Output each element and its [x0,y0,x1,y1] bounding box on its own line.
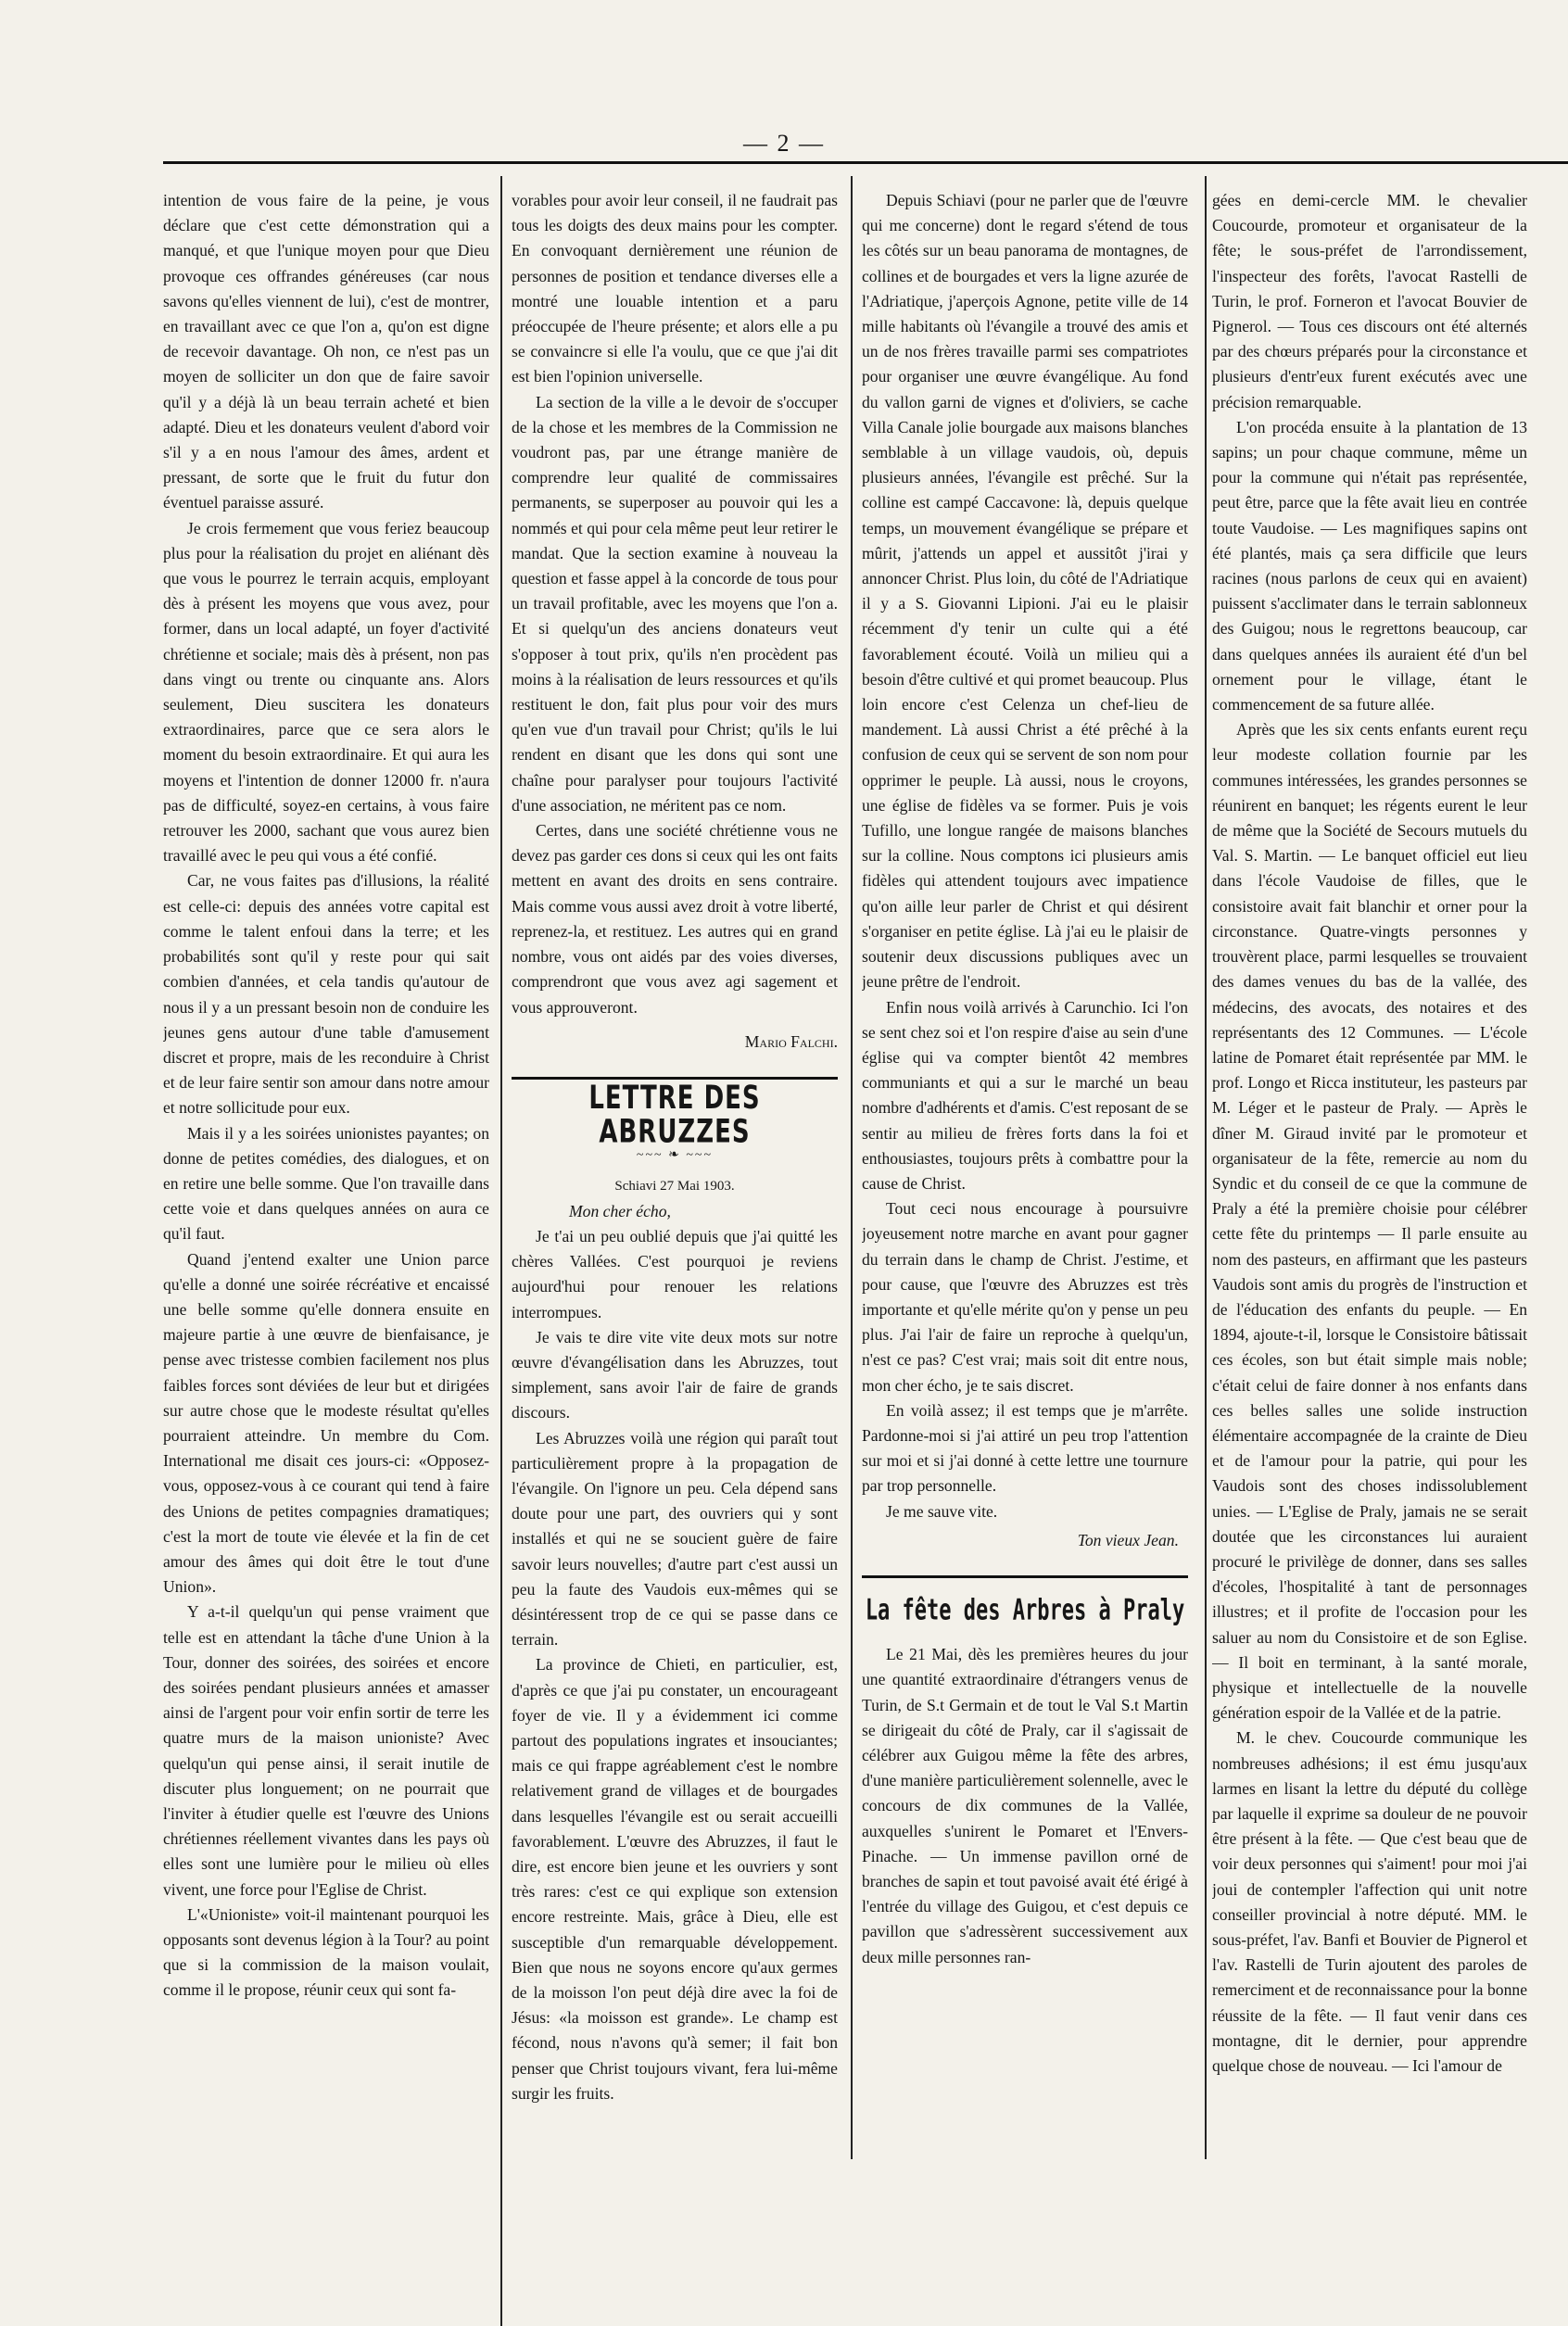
paragraph: vorables pour avoir leur conseil, il ne faudrait pas tous les doigts des deux mains pour les compter. En convoquant dernièrement une réunion de personnes de position et tendance diverses elle a montré une louable intention et a paru préoccupée de l'heure présente; et alors elle a pu se convaincre si elle l'a voulu, que ce que j'ai dit est bien l'opinion universelle. [512,191,838,386]
paragraph: Je crois fermement que vous feriez beaucoup plus pour la réalisation du projet en aliénant dès que vous le pourrez le terrain acquis, employant dès à présent les moyens que vous avez, pour former, dans un local adapté, un foyer d'activité chrétienne et sociale; mais dès à présent, non pas dans vingt ou trente ou cinquante ans. Alors seulement, Dieu suscitera les donateurs extraordinaires, parce que ce sera alors le moment du besoin extraordinaire. Et qui aura les moyens et l'intention de donner 12000 fr. n'aura pas de difficulté, soyez-en certains, à vous faire retrouver les 2000, sachant que vous aurez bien travaillé avec le peu qui vous a été confié. [163,518,489,866]
paragraph: Mais il y a les soirées unionistes payantes; on donne de petites comédies, des dialogues, et on en retire une belle somme. Que l'on travaille dans cette voie et dans quelques années on aura ce qu'il faut. [163,1123,489,1244]
header-rule [163,161,1568,164]
paragraph: Certes, dans une société chrétienne vous ne devez pas garder ces dons si ceux qui les ont faits mettent en avant des droits en sens contraire. Mais comme vous aussi avez droit à votre liberté, reprenez-la, et restituez. Les autres qui en grand nombre, vous ont aidés par des voies diverses, comprendront que vous avez agi sagement et vous approuveront. [512,821,838,1017]
paragraph: Enfin nous voilà arrivés à Carunchio. Ici l'on se sent chez soi et l'on respire d'aise au sein d'une église qui va compter bientôt 42 membres communiants et qui a sur le marché un beau nombre d'adhérents et d'amis. C'est reposant de se sentir au milieu de frères forts dans la foi et enthousiastes, toujours prêts à combattre pour la cause de Christ. [862,997,1188,1193]
column-3-paragraphs [862,188,1188,1524]
letter-signature: Ton vieux Jean. [1077,1530,1179,1549]
paragraph: Après que les six cents enfants eurent reçu leur modeste collation fournie par les communes intéressées, les grandes personnes se réunirent en banquet; les régents eurent le leur de même que la Société de Secours mutuels du Val. S. Martin. — Le banquet officiel eut lieu dans l'école Vaudoise de filles, que le consistoire avait fait blanchir et orner pour la circonstance. Quatre-vingts personnes y trouvèrent place, parmi lesquelles se trouvaient des dames venues du bas de la vallée, des médecins, des avocats, des notaires et des représentants des 12 Communes. — L'école latine de Pomaret était représentée par MM. le prof. Longo et Ricca instituteur, les pasteurs par M. Léger et le pasteur de Praly. — Après le dîner M. Giraud invité par le promoteur et organisateur de la fête, remercie au nom du Syndic et du conseil de ce que la commune de Praly a été la première choisie pour célébrer cette fête du printemps — Il parle ensuite au nom des pasteurs, en affirmant que les pasteurs Vaudois sont amis du progrès de l'instruction et de l'éducation des enfants du peuple. — En 1894, ajoute-t-il, lorsque le Consistoire bâtissait ces écoles, son but était simple mais noble; c'était celui de faire donner à nos enfants dans ces belles salles une solide instruction élémentaire accompagnée de la crainte de Dieu et de l'amour pour la patrie, qui pour les Vaudois sont des choses indissolublement unies. — L'Eglise de Praly, jamais ne se serait doutée que les circonstances lui auraient procuré le privilège de donner, dans ses salles d'écoles, l'hospitalité à tant de personnages illustres; et il profite de l'occasion pour les saluer au nom du Consistoire et de son Eglise. — Il boit en terminant, à la santé morale, physique et intellectuelle de la nouvelle génération espoir de la Vallée et de la patrie. [1212,720,1527,1723]
column-divider [1205,176,1207,2159]
heading-rule [862,1575,1188,1578]
paragraph: L'on procéda ensuite à la plantation de 13 sapins; un pour chaque commune, même un pour la commune qui n'était pas représentée, peut être, parce que la fête avait lieu en contrée toute Vaudoise. — Les magnifiques sapins ont été plantés, mais ça sera difficile que leurs racines (nous parlons de ceux qui en avaient) puissent s'acclimater dans le terrain sablonneux des Guigou; nous le regrettons beaucoup, car dans quelques années ils auraient été d'un bel ornement pour le village, étant le commencement de sa future allée. [1212,417,1527,714]
column-3-article-paragraphs [862,1642,1188,1970]
column-4 [1212,188,1527,2171]
paragraph: L'«Unioniste» voit-il maintenant pourquoi les opposants sont devenus légion à la Tour? au point que si la commission de la maison voulait, comme il le propose, réunir ceux qui sont fa- [163,1904,489,2000]
column-divider [500,176,502,2326]
paragraph: Le 21 Mai, dès les premières heures du jour une quantité extraordinaire d'étrangers venus de Turin, de S.t Germain et de tout le Val S.t Martin se dirigeait du côté de Praly, car il s'agissait de célébrer aux Guigou même la fête des arbres, d'une manière particulièrement solennelle, avec le concours de dix communes de la Vallée, auxquelles s'unirent le Pomaret et l'Envers-Pinache. — Un immense pavillon orné de branches de sapin et tout pavoisé avait été érigé à l'entrée du village des Guigou, et c'est depuis ce pavillon que s'adressèrent successivement aux deux mille personnes ran- [862,1645,1188,1966]
paragraph: La province de Chieti, en particulier, est, d'après ce que j'ai pu constater, un encourageant foyer de vie. Il y a évidemment ici comme partout des populations ingrates et insouciantes; mais ce qui frappe agréablement c'est le nombre relativement grand de villages et de bourgades dans lesquelles l'évangile est ou serait accueilli favorablement. L'œuvre des Abruzzes, il faut le dire, est encore bien jeune et les ouvriers y sont très rares: c'est ce qui explique son extension encore restreinte. Mais, grâce à Dieu, elle est susceptible d'un remarquable développement. Bien que nous ne soyons encore qu'aux germes de la moisson l'on peut déjà dire avec la foi de Jésus: «la moisson est grande». Le champ est fécond, nous n'avons qu'à semer; il fait bon penser que Christ toujours vivant, fera lui-même surgir les fruits. [512,1655,838,2103]
paragraph: Je me sauve vite. [886,1501,998,1521]
paragraph: Car, ne vous faites pas d'illusions, la réalité est celle-ci: depuis des années votre capital est comme le talent enfoui dans la terre; et les probabilités sont qu'il y reste pour qui sait combien d'années, et cela tandis qu'autour de nous il y a un pressant besoin non de conduire les jeunes gens autour d'une table d'amusement discret et propre, mais de les reconduire à Christ et de leur faire sentir son amour dans notre amour et notre sollicitude pour eux. [163,871,489,1118]
paragraph: Depuis Schiavi (pour ne parler que de l'œuvre qui me concerne) dont le regard s'étend de tous les côtés sur un beau panorama de montagnes, de collines et de bourgades et vers la ligne azurée de l'Adriatique, j'aperçois Agnone, petite ville de 14 mille habitants où l'évangile a trouvé des amis et un de nos frères travaille parmi ses compatriotes pour organiser une œuvre évangélique. Au fond du vallon garni de vignes et d'oliviers, se cache Villa Canale jolie bourgade aux maisons blanches semblable à un village vaudois, où, depuis plusieurs années, l'évangile est prêché. Sur la colline est campé Caccavone: là, depuis quelque temps, un mouvement évangélique se prépare et mûrit, j'attends un appel et aussitôt j'irai y annoncer Christ. Plus loin, du côté de l'Adriatique il y a S. Giovanni Lipioni. J'ai eu le plaisir récemment d'y tenir un culte qui a été favorablement écouté. Voilà un milieu qui a besoin d'être cultivé et qui promet beaucoup. Plus loin encore c'est Celenza un chef-lieu de mandement. Là aussi Christ a été prêché à la confusion de ceux qui se servent de son nom pour opprimer le peuple. Là aussi, nous le croyons, une église de fidèles va se former. Puis je vois Tufillo, une longue rangée de maisons blanches sur la colline. Nous comptons ici plusieurs amis fidèles qui attendent toujours avec impatience qu'on aille leur parler de Christ et qui désirent s'organiser en petite église. Là j'ai eu le plaisir de soutenir deux discussions publiques avec un jeune prêtre de l'endroit. [862,191,1188,992]
column-2-letter-paragraphs [512,1224,838,2106]
paragraph: Quand j'entend exalter une Union parce qu'elle a donné une soirée récréative et encaissé une belle somme qu'elle donnera ensuite en majeure partie à une œuvre de bienfaisance, je pense avec tristesse combien facilement nos plus faibles forces sont déviées de leur but et dirigées sur autre chose que le modeste résultat qu'elles pourraient atteindre. Un membre du Com. International me disait ces jours-ci: «Opposez-vous, opposez-vous à ce courant qui tend à faire des Unions de petites compagnies dramatiques; c'est la mort de toute vie élevée et la fin de cet amour des âmes qui doit être le tout d'une Union». [163,1249,489,1597]
column-2-paragraphs [512,188,838,1020]
paragraph: M. le chev. Coucourde communique les nombreuses adhésions; il est ému jusqu'aux larmes en lisant la lettre du député du collège par laquelle il exprime sa douleur de ne pouvoir être présent à la fête. — Que c'est beau que de voir deux personnes qui s'aiment! pour moi j'ai joui de contempler l'affection qui unit notre conseiller provincial à notre député. MM. le sous-préfet, l'av. Banfi et Bouvier de Pignerol et l'av. Rastelli de Turin ajoutent des paroles de remerciment et de reconnaissance pour la bonne réussite de la fête. — Il faut venir dans ces montagne, dit le dernier, pour apprendre quelque chose de nouveau. — Ici l'amour de [1212,1728,1527,2076]
article-title: La fête des Arbres à Praly [865,1594,1185,1627]
column-3 [862,188,1188,2171]
column-1-paragraphs [163,188,489,2004]
paragraph: Tout ceci nous encourage à poursuivre joyeusement notre marche en avant pour gagner du terrain dans le champ de Christ. J'estime, et pour cause, que l'œuvre des Abruzzes est très importante et qu'elle mérite qu'on y pense un peu plus. J'ai l'air de faire un reproche à quelqu'un, n'est ce pas? C'est vrai; mais soit dit entre nous, mon cher écho, je te sais discret. [862,1199,1188,1395]
article-signature: Mario Falchi. [744,1031,838,1051]
column-2 [512,188,838,2171]
title-ornament: ~~~ ❧ ~~~ [636,1148,714,1163]
paragraph: Y a-t-il quelqu'un qui pense vraiment que telle est en attendant la tâche d'une Union à la Tour, donner des soirées, des soirées et encore des soirées pendant plusieurs années et amasser ainsi de l'argent pour voir enfin sortir de terre les quatre murs de la maison unioniste? Avec quelqu'un qui pense ainsi, il serait inutile de discuter plus longuement; on ne pourrait que l'inviter à étudier quelle est l'œuvre des Unions chrétiennes réellement vivantes dans les pays où elles sont une lumière pour le milieu où elles vivent, une force pour l'Eglise de Christ. [163,1602,489,1899]
salutation: Mon cher écho, [569,1201,671,1220]
column-divider [851,176,853,2159]
paragraph: En voilà assez; il est temps que je m'arrête. Pardonne-moi si j'ai attiré un peu trop l'attention sur moi et si j'ai donné à cette lettre une tournure par trop personnelle. [862,1400,1188,1496]
paragraph: La section de la ville a le devoir de s'occuper de la chose et les membres de la Commission ne voudront pas, par une étrange manière de comprendre leur qualité de commissaires permanents, se superposer au pouvoir qui les a nommés et qui pour cela même peut leur retirer le mandat. Que la section examine à nouveau la question et fasse appel à la concorde de tous pour un travail profitable, avec les moyens que l'on a. Et si quelqu'un des anciens donateurs veut s'opposer à tout prix, qu'ils n'en procèdent pas moins à la réalisation de leurs ressources et qu'ils restituent le don, fait plus pour voir des murs qu'en vue d'un travail pour Christ; qu'ils le lui rendent en disant que les dons qui sont une chaîne pour paralyser pour toujours l'activité d'une association, ne méritent pas ce nom. [512,392,838,815]
paragraph: Je t'ai un peu oublié depuis que j'ai quitté les chères Vallées. C'est pourquoi je reviens aujourd'hui pour renouer les relations interrompues. [512,1226,838,1321]
paragraph: Les Abruzzes voilà une région qui paraît tout particulièrement propre à la propagation de l'évangile. On l'ignore un peu. Cela dépend sans doute pour une part, des ouvriers qui y sont installés et qui ne se soucient guère de faire savoir leurs nouvelles; d'autre part c'est aussi un peu la faute des Vaudois eux-mêmes qui se désintéressent trop de ce qui se passe dans ce terrain. [512,1428,838,1650]
column-4-paragraphs [1212,188,1527,2079]
article-title: LETTRE DES ABRUZZES [588,1079,761,1151]
paragraph: gées en demi-cercle MM. le chevalier Coucourde, promoteur et organisateur de la fête; le sous-préfet de l'arrondissement, l'inspecteur des forêts, l'avocat Rastelli de Turin, le prof. Forneron et l'avocat Bouvier de Pignerol. — Tous ces discours ont été alternés par des chœurs préparés pour la circonstance et plusieurs d'entr'eux furent exécutés avec une précision remarquable. [1212,191,1527,411]
page-number: — 2 — [743,130,825,157]
paragraph: Je vais te dire vite vite deux mots sur notre œuvre d'évangélisation dans les Abruzzes, tout simplement, sans avoir l'air de faire de grands discours. [512,1327,838,1422]
dateline: Schiavi 27 Mai 1903. [614,1178,735,1194]
paragraph: intention de vous faire de la peine, je vous déclare que c'est cette démonstration qui a manqué, et que l'unique moyen pour que Dieu provoque ces offrandes généreuses (car nous savons qu'elles viennent de lui), c'est de montrer, en travaillant avec ce que l'on a, qu'on est digne de recevoir davantage. Oh non, ce n'est pas un moyen de solliciter un don que de faire savoir qu'il y a déjà là un beau terrain acheté et bien adapté. Dieu et les donateurs veulent d'abord voir s'il y a en nous l'amour des âmes, ardent et pressant, de sorte que le fruit du futur don éventuel paraisse assuré. [163,191,489,512]
column-1 [163,188,489,2236]
